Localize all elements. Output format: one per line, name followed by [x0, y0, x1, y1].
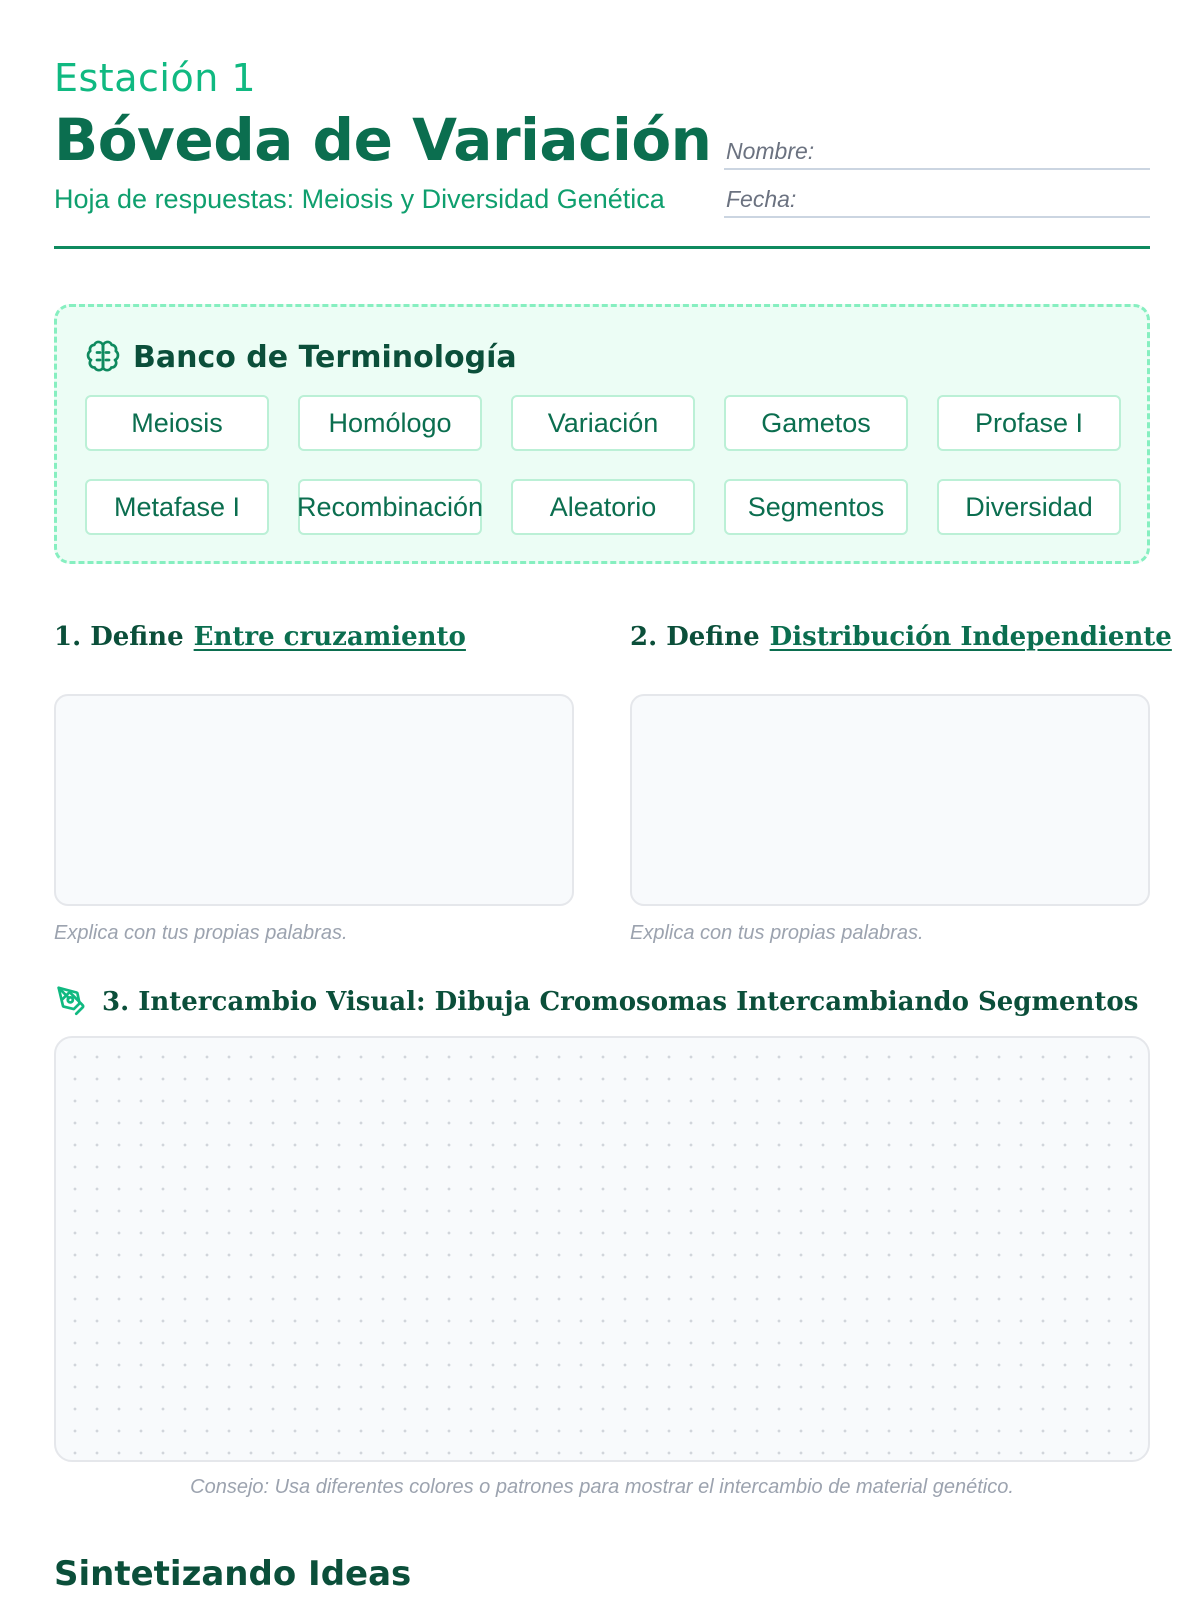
definition-1 [54, 622, 574, 945]
date-field[interactable] [724, 184, 1150, 218]
term-chip: Homólogo [298, 395, 482, 451]
brain-icon [85, 339, 121, 375]
definition-2-term: Distribución Independiente [769, 622, 1172, 652]
visual-section-title: 3. Intercambio Visual: Dibuja Cromosomas Intercambiando Segmentos [102, 987, 1139, 1017]
term-chip: Variación [511, 395, 695, 451]
term-chip: Profase I [937, 395, 1121, 451]
header-divider [54, 246, 1150, 249]
term-chip: Recombinación [298, 479, 482, 535]
page-subtitle: Hoja de respuestas: Meiosis y Diversidad Genética [54, 184, 665, 214]
term-bank [54, 304, 1150, 564]
definition-2-answer-box[interactable] [630, 694, 1150, 906]
term-bank-title: Banco de Terminología [133, 339, 517, 375]
definition-1-hint: Explica con tus propias palabras. [54, 922, 348, 944]
term-chip: Segmentos [724, 479, 908, 535]
definition-1-label [54, 622, 574, 658]
page-title: Bóveda de Variación [54, 106, 712, 174]
definition-2-label [630, 622, 1172, 658]
term-chip: Diversidad [937, 479, 1121, 535]
station-label: Estación 1 [54, 56, 257, 100]
drawing-tip: Consejo: Usa diferentes colores o patrones para mostrar el intercambio de material genético. [190, 1476, 1014, 1498]
term-chip: Aleatorio [511, 479, 695, 535]
worksheet-header [54, 56, 1150, 250]
definition-2-prefix: 2. Define [630, 622, 760, 652]
date-label: Fecha: [726, 186, 797, 212]
synthesis-heading: Sintetizando Ideas [54, 1554, 412, 1594]
visual-section-header [54, 982, 1138, 1022]
drawing-area[interactable] [54, 1036, 1150, 1462]
term-chip-list [85, 395, 1121, 535]
pen-icon [54, 985, 88, 1019]
worksheet-page [54, 0, 1172, 1600]
name-field[interactable] [724, 136, 1150, 170]
definition-1-answer-box[interactable] [54, 694, 574, 906]
name-label: Nombre: [726, 138, 815, 164]
definition-1-term: Entre cruzamiento [193, 622, 466, 652]
definition-2 [630, 622, 1172, 945]
term-chip: Metafase I [85, 479, 269, 535]
definition-1-prefix: 1. Define [54, 622, 184, 652]
definition-2-hint: Explica con tus propias palabras. [630, 922, 924, 944]
term-chip: Meiosis [85, 395, 269, 451]
term-chip: Gametos [724, 395, 908, 451]
term-bank-header [85, 337, 517, 377]
